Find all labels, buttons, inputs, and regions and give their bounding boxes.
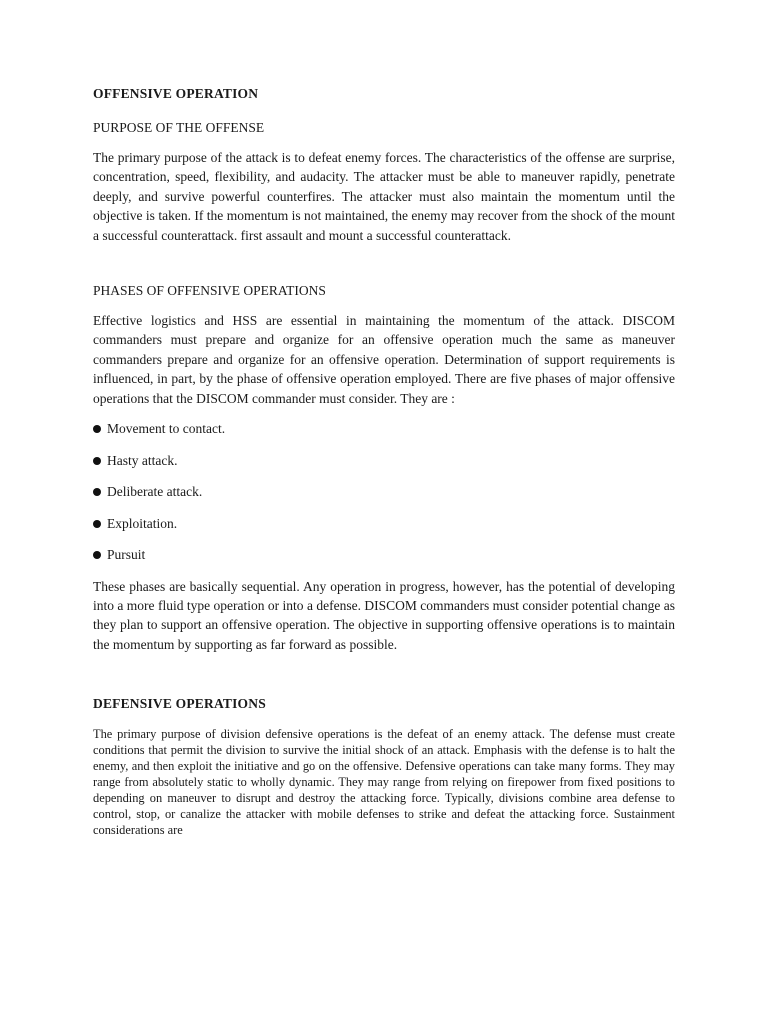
- list-item: Pursuit: [93, 545, 675, 577]
- list-item: Deliberate attack.: [93, 482, 675, 514]
- offensive-operation-title: OFFENSIVE OPERATION: [93, 86, 259, 101]
- bullet-icon: [93, 425, 101, 433]
- list-item: Hasty attack.: [93, 451, 675, 483]
- phases-list: [93, 419, 675, 577]
- list-item: Exploitation.: [93, 514, 675, 546]
- bullet-icon: [93, 551, 101, 559]
- phases-heading: PHASES OF OFFENSIVE OPERATIONS: [93, 283, 326, 299]
- bullet-icon: [93, 457, 101, 465]
- defensive-paragraph: The primary purpose of division defensive operations is the defeat of an enemy attack. The defense must create conditions that permit the division to survive the initial shock of an attack. Emphasis with the defense is to halt the enemy, and then exploit the initiative and go on the offensive. Defensive operations can take many forms. They may range from absolutely static to wholly dynamic. They may range from relying on firepower from fixed positions to depending on maneuver to disrupt and destroy the attacking force. Typically, divisions combine area defense to control, stop, or canalize the attacker with mobile defenses to strike and defeat the attacking force. Sustainment considerations are: [93, 727, 675, 838]
- purpose-heading: PURPOSE OF THE OFFENSE: [93, 120, 265, 135]
- document-page: [93, 84, 675, 838]
- bullet-icon: [93, 520, 101, 528]
- defensive-operations-title: DEFENSIVE OPERATIONS: [93, 696, 266, 712]
- list-item: Movement to contact.: [93, 419, 675, 451]
- phases-intro-paragraph: Effective logistics and HSS are essential in maintaining the momentum of the attack. DISCOM commanders must prepare and organize for an offensive operation much the same as maneuver commanders prepare and organize for an offensive operation. Determination of support requirements is influenced, in part, by the phase of offensive operation employed. There are five phases of major offensive operations that the DISCOM commander must consider. They are :: [93, 313, 675, 406]
- phases-conclusion-paragraph: These phases are basically sequential. Any operation in progress, however, has the potential of developing into a more fluid type operation or into a defense. DISCOM commanders must consider potential change as they plan to support an offensive operation. The objective in supporting offensive operations is to maintain the momentum by supporting as far forward as possible.: [93, 578, 675, 652]
- bullet-icon: [93, 488, 101, 496]
- purpose-paragraph: The primary purpose of the attack is to defeat enemy forces. The characteristics of the offense are surprise, concentration, speed, flexibility, and audacity. The attacker must be able to maneuver rapidly, penetrate deeply, and survive powerful counterfires. The attacker must also maintain the momentum until the objective is taken. If the momentum is not maintained, the enemy may recover from the shock of the mount a successful counterattack. first assault and mount a successful counterattack.: [93, 150, 675, 243]
